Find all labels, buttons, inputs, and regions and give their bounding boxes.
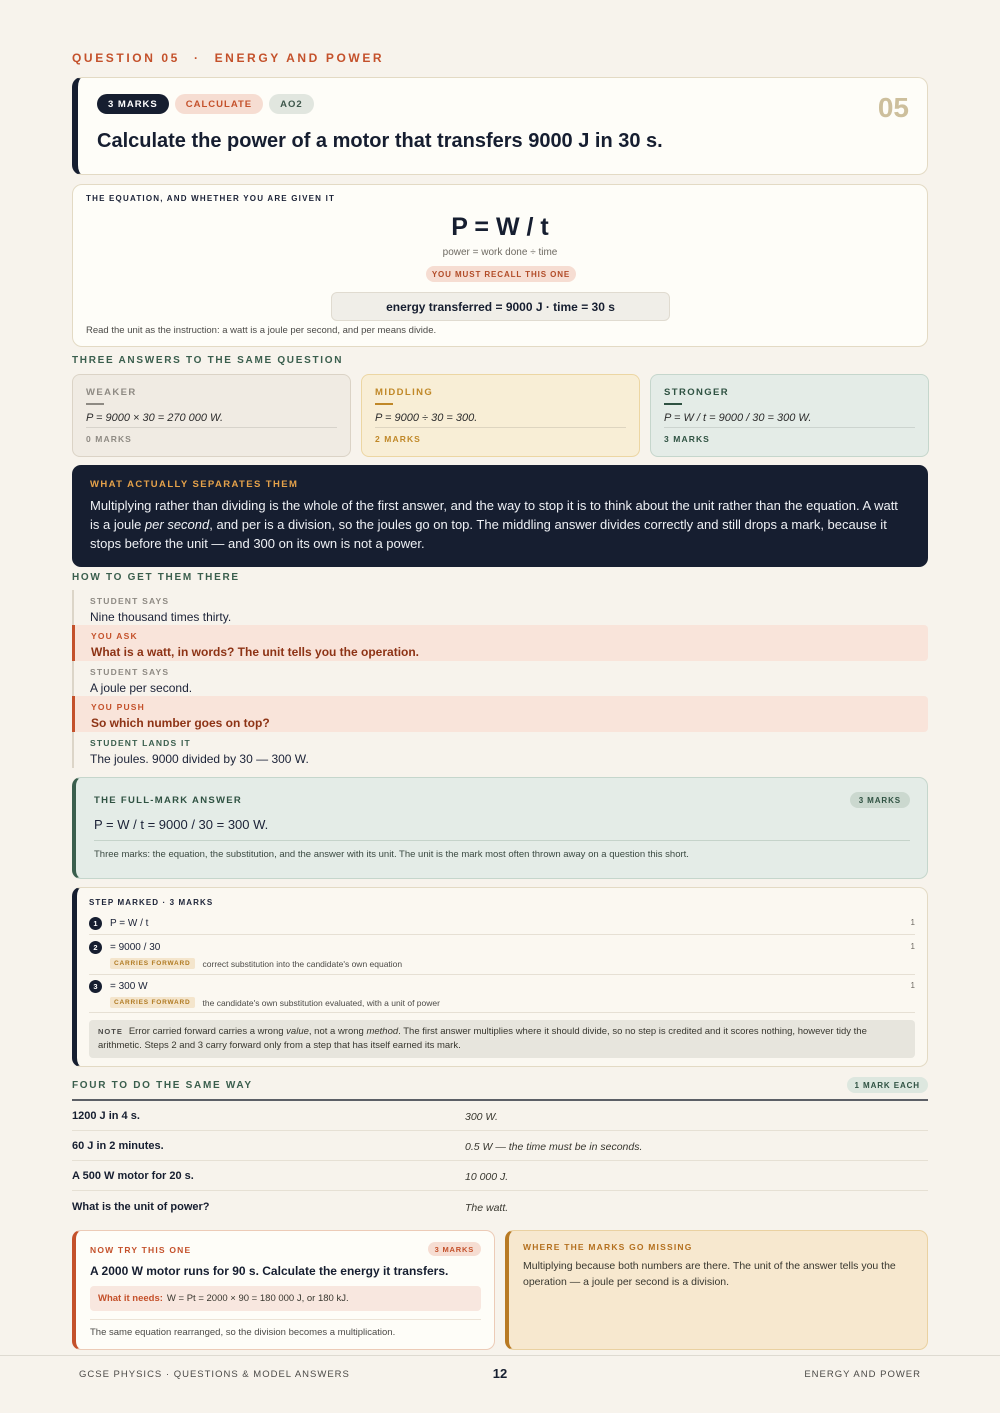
- practice-question: A 500 W motor for 20 s.: [72, 1170, 194, 1182]
- answer-rule: [86, 403, 104, 405]
- full-answer-divider: [94, 840, 910, 841]
- note-label: NOTE: [98, 1027, 123, 1036]
- separates-text-part: Multiplying rather than dividing is the whole of the first answer, and the way to stop it is to think about the unit rather than the equation. A watt is a joule: [90, 498, 898, 532]
- step-text: = 9000 / 30: [110, 942, 161, 953]
- dialogue-label: YOU PUSH: [91, 702, 145, 712]
- practice-answer: 300 W.: [465, 1111, 498, 1123]
- practice-answer: 0.5 W — the time must be in seconds.: [465, 1141, 643, 1153]
- question-pills: [97, 94, 314, 114]
- practice-row: [72, 1131, 928, 1161]
- practice-question: 1200 J in 4 s.: [72, 1110, 140, 1122]
- kicker-separator: ·: [193, 51, 201, 65]
- dialogue-label: STUDENT SAYS: [90, 596, 170, 606]
- dialogue-text: What is a watt, in words? The unit tells you the operation.: [91, 645, 420, 659]
- answer-title: WEAKER: [86, 387, 137, 398]
- answer-rule: [375, 403, 393, 405]
- footer-topic: ENERGY AND POWER: [804, 1369, 921, 1380]
- given-values: energy transferred = 9000 J · time = 30 s: [331, 292, 670, 321]
- dialogue-text: Nine thousand times thirty.: [90, 610, 232, 624]
- page-number: 12: [492, 1366, 508, 1381]
- carries-forward-tag: CARRIES FORWARD: [110, 997, 195, 1008]
- step-mark: 1: [910, 942, 915, 951]
- note-emphasis: method: [366, 1026, 399, 1037]
- footer-book-title: GCSE PHYSICS · QUESTIONS & MODEL ANSWERS: [79, 1369, 350, 1380]
- try-divider: [90, 1319, 481, 1320]
- full-mark-answer-card: [72, 777, 928, 879]
- try-title: NOW TRY THIS ONE: [90, 1245, 192, 1255]
- try-needs-label: What it needs:: [98, 1293, 163, 1304]
- answer-divider: [664, 427, 915, 428]
- marks-pill: 3 MARKS: [97, 94, 169, 114]
- try-marks-badge: 3 MARKS: [428, 1242, 481, 1256]
- answer-marks: 0 MARKS: [86, 434, 132, 444]
- try-note: The same equation rearranged, so the division becomes a multiplication.: [90, 1327, 396, 1338]
- dialogue-text: The joules. 9000 divided by 30 — 300 W.: [90, 752, 309, 766]
- practice-question: What is the unit of power?: [72, 1201, 210, 1213]
- practice-question: 60 J in 2 minutes.: [72, 1140, 164, 1152]
- practice-row: [72, 1161, 928, 1191]
- step-mark: 1: [910, 981, 915, 990]
- answers-heading: THREE ANSWERS TO THE SAME QUESTION: [72, 355, 344, 366]
- step-divider: [89, 934, 915, 935]
- dialogue-student-says: [72, 661, 928, 696]
- question-kicker: [72, 51, 384, 65]
- full-answer-note: Three marks: the equation, the substitution, and the answer with its unit. The unit is the mark most often thrown away on a question this short.: [94, 849, 689, 860]
- question-number: 05: [877, 92, 909, 123]
- equation-words: power = work done ÷ time: [442, 247, 558, 258]
- step-number-badge: 1: [89, 917, 102, 930]
- carries-forward-tag: CARRIES FORWARD: [110, 958, 195, 969]
- step-number-badge: 2: [89, 941, 102, 954]
- answer-text: P = 9000 ÷ 30 = 300.: [375, 412, 478, 424]
- command-word-pill: CALCULATE: [175, 94, 263, 114]
- full-answer-title: THE FULL-MARK ANSWER: [94, 795, 243, 806]
- dialogue-label: YOU ASK: [91, 631, 138, 641]
- equation-formula: P = W / t: [451, 213, 549, 241]
- try-needs: [90, 1286, 481, 1311]
- equation-label: THE EQUATION, AND WHETHER YOU ARE GIVEN IT: [86, 194, 336, 203]
- practice-marks-badge: 1 MARK EACH: [847, 1077, 928, 1093]
- step-text: = 300 W: [110, 981, 148, 992]
- answer-card-stronger: [650, 374, 929, 457]
- step-divider: [89, 974, 915, 975]
- note-text: Error carried forward carries a wrong: [128, 1026, 287, 1037]
- try-question: A 2000 W motor runs for 90 s. Calculate the energy it transfers.: [90, 1264, 449, 1278]
- equation-card: [72, 184, 928, 347]
- dialogue-student-says: [72, 590, 928, 625]
- answer-card-weaker: [72, 374, 351, 457]
- answer-card-middling: [361, 374, 640, 457]
- separates-text-emphasis: per second: [144, 517, 210, 532]
- answer-divider: [375, 427, 626, 428]
- answer-divider: [86, 427, 337, 428]
- answer-title: STRONGER: [664, 387, 730, 398]
- separates-title: WHAT ACTUALLY SEPARATES THEM: [90, 479, 299, 490]
- assessment-objective-pill: AO2: [269, 94, 314, 114]
- answer-text: P = 9000 × 30 = 270 000 W.: [86, 412, 224, 424]
- missing-text: Multiplying because both numbers are there. The unit of the answer tells you the operation — a joule per second is a division.: [523, 1260, 896, 1288]
- question-title: Calculate the power of a motor that transfers 9000 J in 30 s.: [97, 130, 663, 152]
- dialogue-text: So which number goes on top?: [91, 716, 270, 730]
- missing-title: WHERE THE MARKS GO MISSING: [523, 1242, 693, 1252]
- step-divider: [89, 1012, 915, 1013]
- answer-text: P = W / t = 9000 / 30 = 300 W.: [664, 412, 812, 424]
- carries-forward-row: [110, 958, 402, 969]
- try-this-card: [72, 1230, 495, 1350]
- footer-rule: [0, 1355, 1000, 1356]
- separates-text-part: , and per is a division, so the joules go on top. The middling answer divides correctly and still drops a mark, because it stops before the unit — and 300 on its own is not a power.: [90, 517, 887, 551]
- practice-heading: FOUR TO DO THE SAME WAY: [72, 1080, 253, 1091]
- step-marking-card: [72, 887, 928, 1067]
- note-text: , not a wrong: [308, 1026, 367, 1037]
- step-marking-title: STEP MARKED · 3 MARKS: [89, 898, 214, 907]
- practice-answer: The watt.: [465, 1202, 509, 1214]
- question-label: QUESTION 05: [72, 51, 180, 65]
- step-mark: 1: [910, 918, 915, 927]
- step-number-badge: 3: [89, 980, 102, 993]
- try-needs-text: W = Pt = 2000 × 90 = 180 000 J, or 180 kJ.: [166, 1293, 349, 1304]
- practice-row: [72, 1101, 928, 1131]
- question-card: [72, 77, 928, 175]
- practice-row: [72, 1192, 928, 1222]
- answer-marks: 2 MARKS: [375, 434, 421, 444]
- carries-forward-row: [110, 997, 440, 1008]
- topic-label: ENERGY AND POWER: [214, 51, 385, 65]
- carries-forward-text: correct substitution into the candidate's own equation: [202, 958, 403, 969]
- ecf-note: [89, 1020, 915, 1058]
- answer-rule: [664, 403, 682, 405]
- recall-badge: YOU MUST RECALL THIS ONE: [426, 266, 576, 282]
- dialogue-label: STUDENT LANDS IT: [90, 738, 191, 748]
- answer-marks: 3 MARKS: [664, 434, 710, 444]
- full-answer-equation: P = W / t = 9000 / 30 = 300 W.: [94, 817, 269, 832]
- answer-title: MIDDLING: [375, 387, 434, 398]
- carries-forward-text: the candidate's own substitution evaluated, with a unit of power: [202, 997, 440, 1008]
- marks-missing-card: [505, 1230, 928, 1350]
- practice-answer: 10 000 J.: [465, 1171, 509, 1183]
- note-emphasis: value: [286, 1026, 309, 1037]
- note-text: . The first answer multiplies where it should divide, so no step is credited and it scores nothing, however tidy the arithmetic. Steps 2 and 3 carry forward only from a step that has itself earned its mark.: [98, 1026, 867, 1051]
- dialogue-student-lands-it: [72, 732, 928, 768]
- full-answer-marks-badge: 3 MARKS: [850, 792, 910, 808]
- dialogue-heading: HOW TO GET THEM THERE: [72, 572, 240, 583]
- separates-box: [72, 465, 928, 567]
- equation-note: Read the unit as the instruction: a watt is a joule per second, and per means divide.: [86, 325, 437, 336]
- step-text: P = W / t: [110, 918, 149, 929]
- dialogue-text: A joule per second.: [90, 681, 193, 695]
- dialogue-you-push: [72, 696, 928, 732]
- separates-text: [90, 496, 910, 553]
- dialogue-you-ask: [72, 625, 928, 661]
- dialogue-label: STUDENT SAYS: [90, 667, 170, 677]
